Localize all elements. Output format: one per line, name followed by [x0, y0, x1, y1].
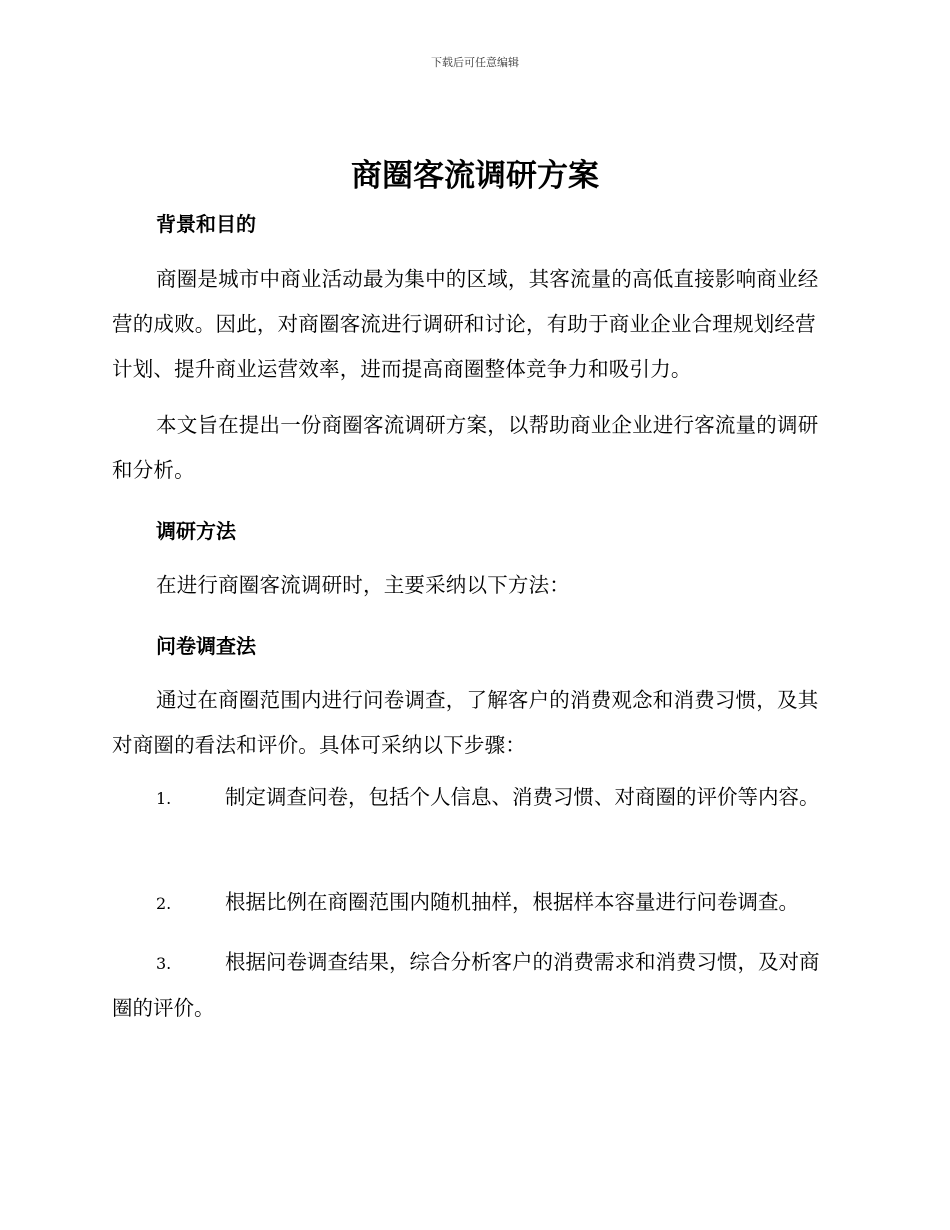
list-item-number: 3. — [156, 954, 172, 973]
page-header-note: 下载后可任意编辑 — [431, 56, 519, 69]
list-item-number: 1. — [156, 789, 172, 808]
list-item-number: 2. — [156, 894, 172, 913]
document-title: 商圈客流调研方案 — [351, 158, 599, 194]
section-heading-questionnaire: 问卷调查法 — [156, 634, 256, 658]
paragraph-background-2: 本文旨在提出一份商圈客流调研方案，以帮助商业企业进行客流量的调研和分析。 — [112, 413, 819, 482]
section-heading-method: 调研方法 — [156, 519, 236, 543]
list-item-text: 制定调查问卷，包括个人信息、消费习惯、对商圈的评价等内容。 — [225, 785, 820, 809]
list-item-text: 根据比例在商圈范围内随机抽样，根据样本容量进行问卷调查。 — [225, 890, 799, 914]
paragraph-background-1: 商圈是城市中商业活动最为集中的区域，其客流量的高低直接影响商业经营的成败。因此，对商圈客流进行调研和讨论，有助于商业企业合理规划经营计划、提升商业运营效率，进而提高商圈整体竞争力和吸引力。 — [112, 267, 819, 381]
paragraph-method-intro: 在进行商圈客流调研时，主要采纳以下方法： — [156, 573, 570, 597]
list-item-text: 根据问卷调查结果，综合分析客户的消费需求和消费习惯，及对商圈的评价。 — [112, 950, 820, 1020]
section-heading-background: 背景和目的 — [156, 212, 256, 236]
paragraph-questionnaire-intro: 通过在商圈范围内进行问卷调查，了解客户的消费观念和消费习惯，及其对商圈的看法和评价。具体可采纳以下步骤： — [112, 688, 819, 757]
list-item — [112, 880, 832, 926]
list-item — [112, 775, 832, 821]
list-item — [112, 940, 832, 1031]
